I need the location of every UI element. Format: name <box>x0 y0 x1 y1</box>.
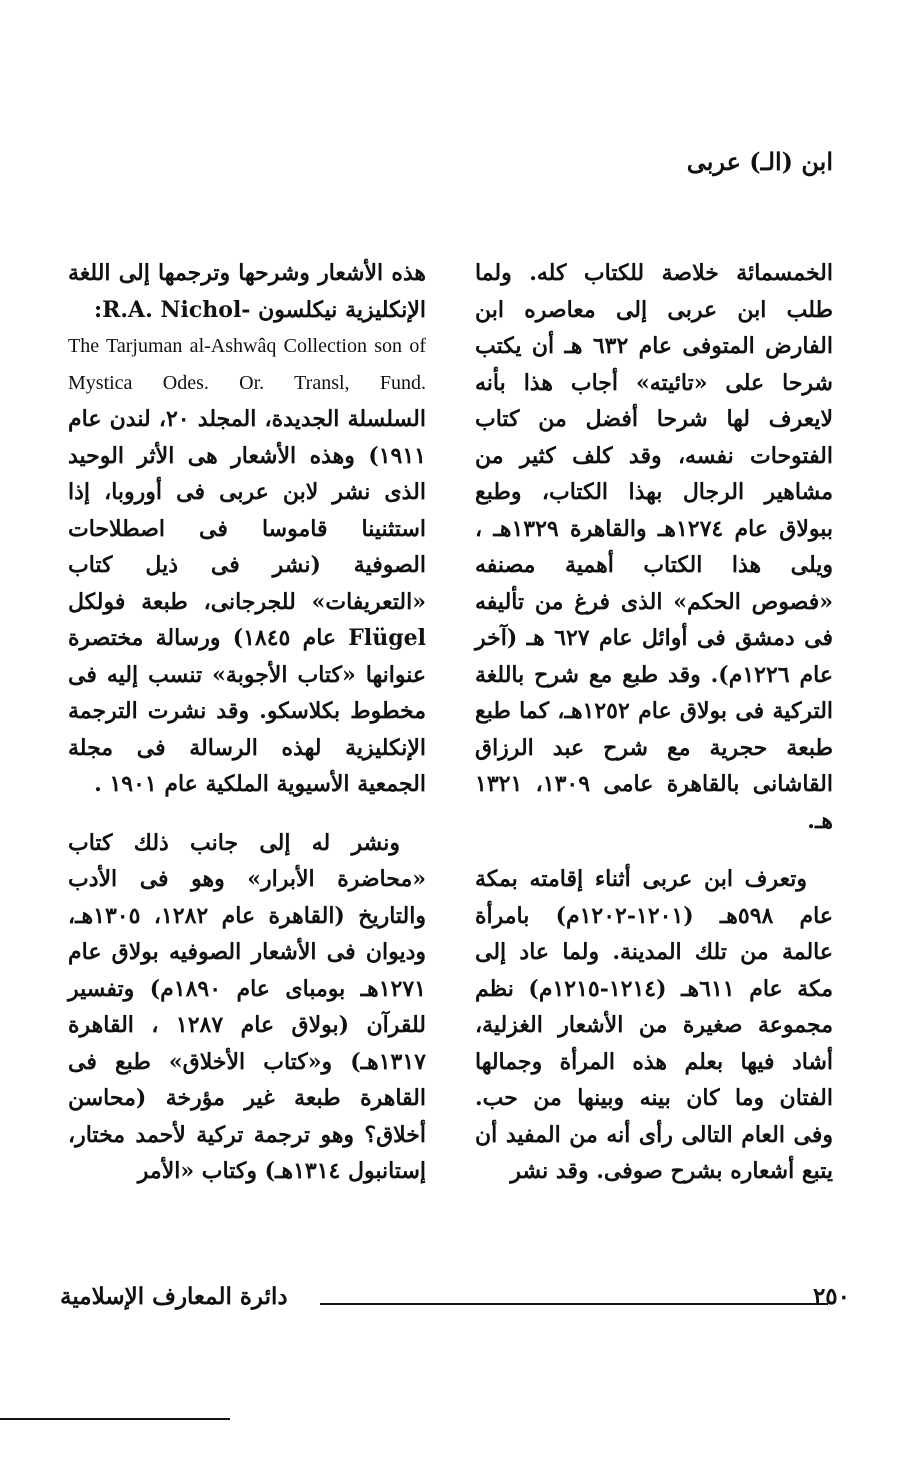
latin-citation: The Tarjuman al-Ashwâq Collection son of Mystica Odes. Or. Transl, Fund. <box>68 335 426 394</box>
bottom-edge-rule <box>0 1418 230 1420</box>
right-paragraph-1: الخمسمائة خلاصة للكتاب كله. ولما طلب ابن عربى إلى معاصره ابن الفارض المتوفى عام ٦٣٢ هـ أن يكتب شرحا على «تائيته» أجاب هذا بأنه لايعرف لها شرحا أفضل من كتاب الفتوحات نفسه، وقد كلف كثير من مشاهير الرجال بهذا الكتاب، وطبع ببولاق عام ١٢٧٤هـ والقاهرة ١٣٢٩هـ ، ويلى هذا الكتاب أهمية مصنفه «فصوص الحكم» الذى فرغ من تأليفه فى دمشق فى أوائل عام ٦٢٧ هـ (آخر عام ١٢٢٦م). وقد طبع مع شرح باللغة التركية فى بولاق عام ١٢٥٢هـ، كما طبع طبعة حجرية مع شرح عبد الرزاق القاشانى بالقاهرة عامى ١٣٠٩، ١٣٢١ هـ. <box>475 260 834 834</box>
left-paragraph-1-start: هذه الأشعار وشرحها وترجمها إلى اللغة الإنكليزية نيكلسون -R.A. Nichol: <box>68 260 426 323</box>
right-text-column <box>475 255 833 1212</box>
encyclopedia-title: دائرة المعارف الإسلامية <box>60 1283 288 1310</box>
left-paragraph-1-end: السلسلة الجديدة، المجلد ٢٠، لندن عام ١٩١١) وهذه الأشعار هى الأثر الوحيد الذى نشر لابن عربى فى أوروبا، إذا استثنينا قاموسا فى اصطلاحات الصوفية (نشر فى ذيل كتاب «التعريفات» للجرجانى، طبعة فولكل Flügel عام ١٨٤٥) ورسالة مختصرة عنوانها «كتاب الأجوبة» تنسب إليه فى مخطوط بكلاسكو. وقد نشرت الترجمة الإنكليزية لهذه الرسالة فى مجلة الجمعية الأسيوية الملكية عام ١٩٠١ . <box>68 406 427 797</box>
page-footer <box>60 1283 850 1323</box>
left-text-column <box>68 255 426 1212</box>
left-paragraph-1 <box>68 255 426 328</box>
right-paragraph-2: وتعرف ابن عربى أثناء إقامته بمكة عام ٥٩٨هـ (١٢٠١-١٢٠٢م) بامرأة عالمة من تلك المدينة. ولما عاد إلى مكة عام ٦١١هـ (١٢١٤-١٢١٥م) نظم مجموعة صغيرة من الأشعار الغزلية، أشاد فيها بعلم هذه المرأة وجمالها الفتان وما كان بينه وبينها من حب. وفى العام التالى رأى أنه من المفيد أن يتبع أشعاره بشرح صوفى. وقد نشر <box>475 866 833 1184</box>
running-header: ابن (الـ) عربى <box>686 147 833 176</box>
footer-rule <box>320 1303 828 1305</box>
left-paragraph-2: ونشر له إلى جانب ذلك كتاب «محاضرة الأبرار» وهو فى الأدب والتاريخ (القاهرة عام ١٢٨٢، ١٣٠٥هـ، وديوان فى الأشعار الصوفيه بولاق عام ١٢٧١هـ بومباى عام ١٨٩٠م) وتفسير للقرآن (بولاق عام ١٢٨٧ ، القاهرة ١٣١٧هـ) و«كتاب الأخلاق» طبع فى القاهرة طبعة غير مؤرخة (محاسن أخلاق؟ وهو ترجمة تركية لأحمد مختار، إستانبول ١٣١٤هـ) وكتاب «الأمر <box>68 829 426 1184</box>
page-number: ٢٥٠ <box>812 1283 850 1310</box>
